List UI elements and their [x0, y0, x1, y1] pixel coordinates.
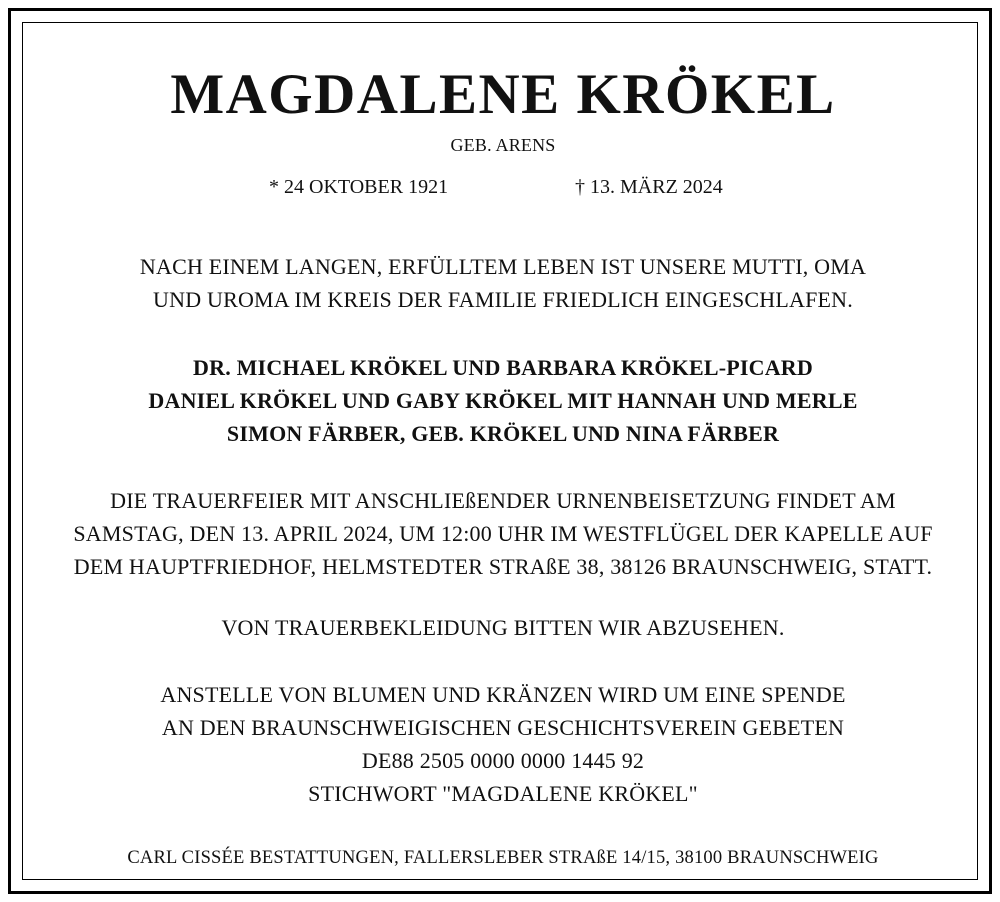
life-dates: [11, 173, 995, 201]
ceremony-line: DIE TRAUERFEIER MIT ANSCHLIEßENDER URNENBEISETZUNG FINDET AM: [110, 488, 896, 513]
donation-iban: DE88 2505 0000 0000 1445 92: [361, 748, 645, 773]
dress-note: VON TRAUERBEKLEIDUNG BITTEN WIR ABZUSEHEN.: [221, 615, 785, 640]
family-member-line: SIMON FÄRBER, GEB. KRÖKEL UND NINA FÄRBER: [226, 421, 780, 446]
intro-line: UND UROMA IM KREIS DER FAMILIE FRIEDLICH EINGESCHLAFEN.: [153, 287, 853, 312]
family-member-line: DR. MICHAEL KRÖKEL UND BARBARA KRÖKEL-PICARD: [193, 355, 813, 380]
death-date: † 13. MÄRZ 2024: [575, 176, 723, 198]
funeral-home-footer: CARL CISSÉE BESTATTUNGEN, FALLERSLEBER STRAßE 14/15, 38100 BRAUNSCHWEIG: [127, 848, 879, 868]
donation-keyword: STICHWORT "MAGDALENE KRÖKEL": [308, 781, 698, 806]
obituary-notice: [8, 8, 992, 894]
deceased-name: MAGDALENE KRÖKEL: [170, 63, 836, 126]
birth-date: * 24 OKTOBER 1921: [269, 176, 449, 198]
maiden-name: GEB. ARENS: [450, 135, 556, 155]
ceremony-line: SAMSTAG, DEN 13. APRIL 2024, UM 12:00 UHR IM WESTFLÜGEL DER KAPELLE AUF: [73, 521, 933, 546]
donation-line: ANSTELLE VON BLUMEN UND KRÄNZEN WIRD UM EINE SPENDE: [160, 682, 846, 707]
family-member-line: DANIEL KRÖKEL UND GABY KRÖKEL MIT HANNAH UND MERLE: [148, 388, 858, 413]
donation-line: AN DEN BRAUNSCHWEIGISCHEN GESCHICHTSVEREIN GEBETEN: [161, 715, 845, 740]
intro-line: NACH EINEM LANGEN, ERFÜLLTEM LEBEN IST UNSERE MUTTI, OMA: [139, 254, 867, 279]
ceremony-line: DEM HAUPTFRIEDHOF, HELMSTEDTER STRAßE 38, 38126 BRAUNSCHWEIG, STATT.: [73, 554, 933, 579]
